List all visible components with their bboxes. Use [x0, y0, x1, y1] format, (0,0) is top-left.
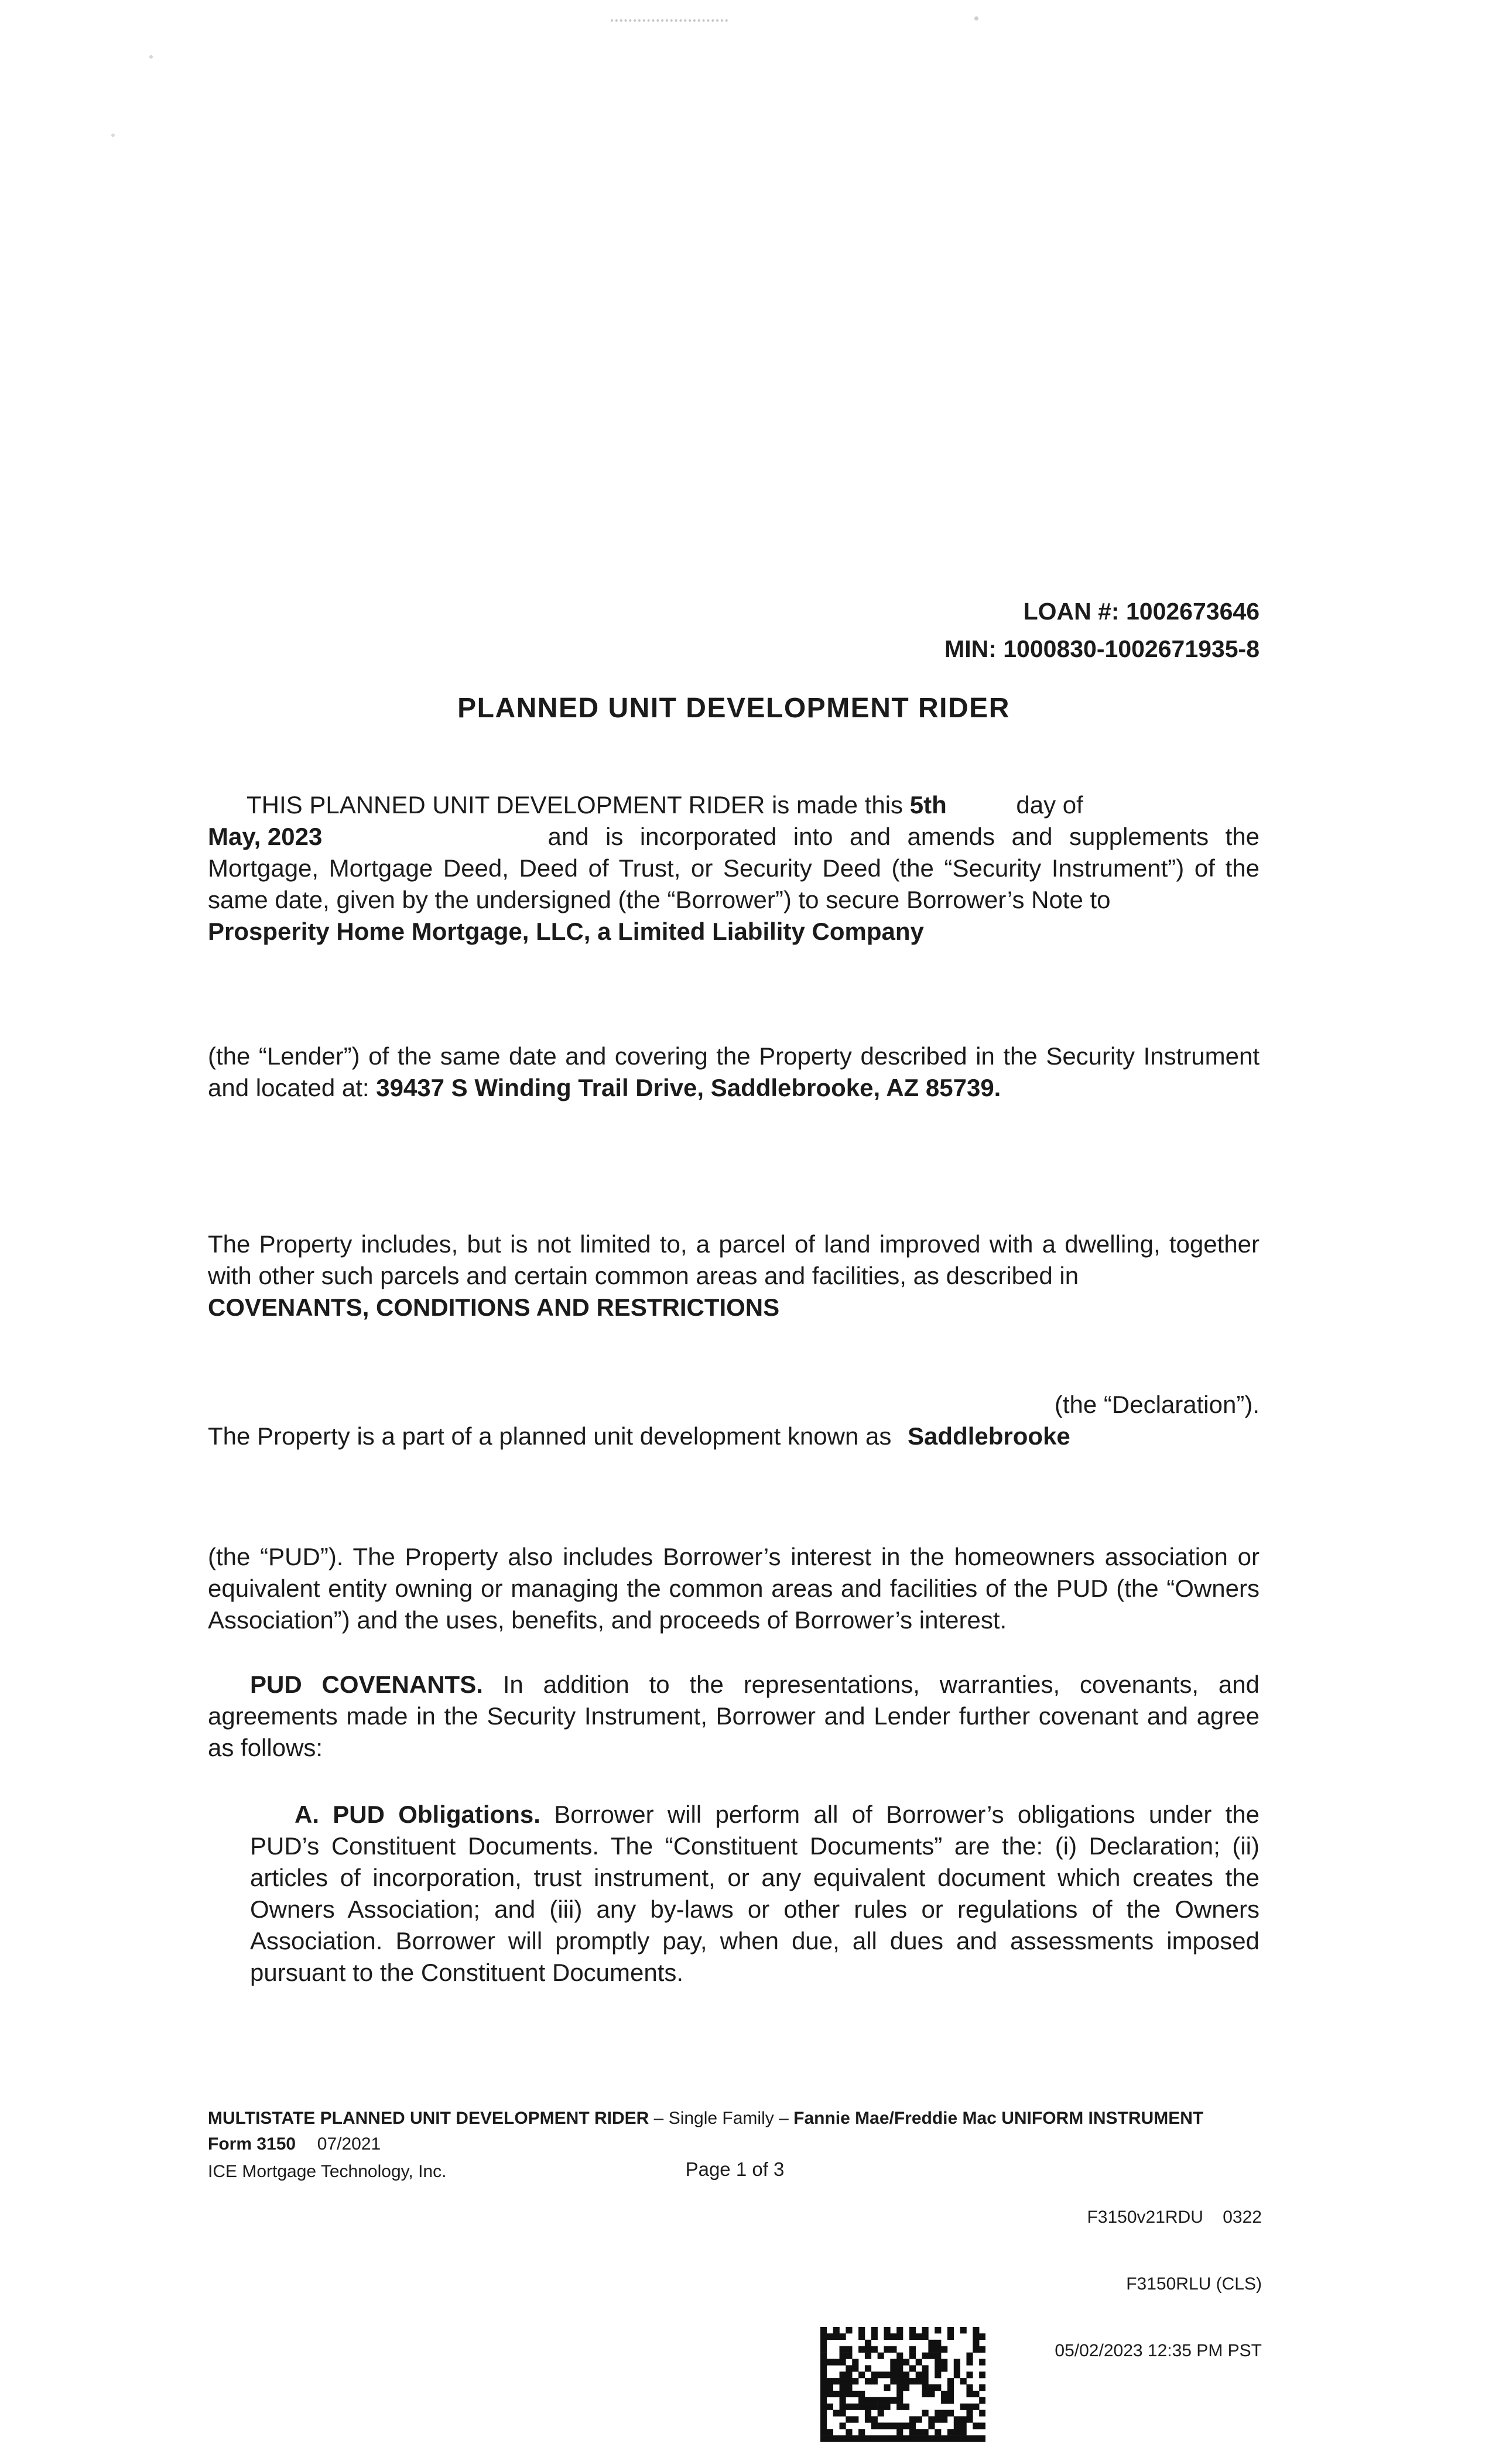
obligations-paragraph — [250, 1799, 1260, 1989]
min-number: MIN: 1000830-1002671935-8 — [944, 635, 1260, 662]
covenants-paragraph — [208, 1669, 1260, 1764]
known-as-text: The Property is a part of a planned unit development known as — [208, 1422, 892, 1450]
datamatrix-barcode — [820, 2327, 985, 2442]
footer-doc-code-2: F3150RLU (CLS) — [1126, 2274, 1262, 2294]
pud-paragraph: (the “PUD”). The Property also includes Borrower’s interest in the homeowners association or equivalent entity owning or managing the common areas and facilities of the PUD (the “Owners Association”) and the uses, benefits, and proceeds of Borrower’s interest. — [208, 1543, 1260, 1634]
footer-form-number: Form 3150 — [208, 2134, 296, 2154]
page-title: PLANNED UNIT DEVELOPMENT RIDER — [457, 693, 1010, 724]
scan-artifact — [111, 134, 115, 137]
intro-lender-name: Prosperity Home Mortgage, LLC, a Limited Liability Company — [208, 918, 924, 945]
covenants-heading: PUD COVENANTS. — [250, 1671, 483, 1698]
obligations-heading: A. PUD Obligations. — [295, 1801, 540, 1828]
footer-page-number: Page 1 of 3 — [685, 2158, 785, 2180]
property-text: The Property includes, but is not limited to, a parcel of land improved with a dwelling, together with other such parcels and certain common areas and facilities, as described in — [208, 1230, 1260, 1289]
property-paragraph — [208, 1228, 1260, 1323]
intro-text-1: THIS PLANNED UNIT DEVELOPMENT RIDER is made this — [247, 791, 903, 819]
footer-vendor: ICE Mortgage Technology, Inc. — [208, 2162, 447, 2181]
intro-text-2: day of — [1016, 791, 1083, 819]
footer-rider-name: MULTISTATE PLANNED UNIT DEVELOPMENT RIDER — [208, 2109, 649, 2128]
header-ids — [208, 593, 1260, 668]
scan-artifact — [611, 19, 728, 22]
property-address: 39437 S Winding Trail Drive, Saddlebrooke, AZ 85739. — [376, 1074, 1001, 1101]
scan-artifact — [149, 55, 153, 59]
footer-single-family: – Single Family – — [653, 2109, 789, 2128]
loan-number: LOAN #: 1002673646 — [1023, 598, 1260, 625]
footer-instrument-line — [208, 2107, 1262, 2130]
footer-doc-codes — [208, 2162, 1262, 2407]
pud-name: Saddlebrooke — [908, 1422, 1070, 1450]
obligations-text: Borrower will perform all of Borrower’s obligations under the PUD’s Constituent Documents. The “Constituent Documents” are the: (i) Declaration; (ii) articles of incorporation, trust instrument, or any equivalent document which creates the Owners Association; and (iii) any by-laws or other rules or regulations of the Owners Association. Borrower will promptly pay, when due, all dues and assessments imposed pursuant to the Constituent Documents. — [250, 1801, 1260, 1986]
known-as-line — [208, 1421, 1260, 1452]
lender-paragraph — [208, 1041, 1260, 1104]
lender-text: (the “Lender”) of the same date and covering the Property described in the Security Instrument and located at: — [208, 1042, 1260, 1101]
footer-form-date: 07/2021 — [317, 2134, 381, 2154]
intro-paragraph — [208, 789, 1260, 947]
intro-text-3: and is incorporated into and amends and supplements the Mortgage, Mortgage Deed, Deed of Trust, or Security Deed (the “Security Instrument”) of the same date, given by the undersigned (the “Borrower”) to secure Borrower’s Note to — [208, 823, 1260, 913]
intro-day-value: 5th — [909, 791, 947, 819]
intro-date-value: May, 2023 — [208, 823, 323, 850]
footer-timestamp: 05/02/2023 12:35 PM PST — [1055, 2341, 1262, 2360]
scan-artifact — [974, 16, 978, 20]
footer-uniform-instrument: Fannie Mae/Freddie Mac UNIFORM INSTRUMENT — [793, 2109, 1204, 2128]
covenants-conditions-label: COVENANTS, CONDITIONS AND RESTRICTIONS — [208, 1293, 780, 1321]
footer-doc-code: F3150v21RDU 0322 — [1087, 2208, 1262, 2227]
footer-form-line — [208, 2134, 1262, 2154]
covenants-text: In addition to the representations, warranties, covenants, and agreements made in the Security Instrument, Borrower and Lender further covenant and agree as follows: — [208, 1671, 1260, 1761]
declaration-line: (the “Declaration”). — [1054, 1391, 1260, 1418]
